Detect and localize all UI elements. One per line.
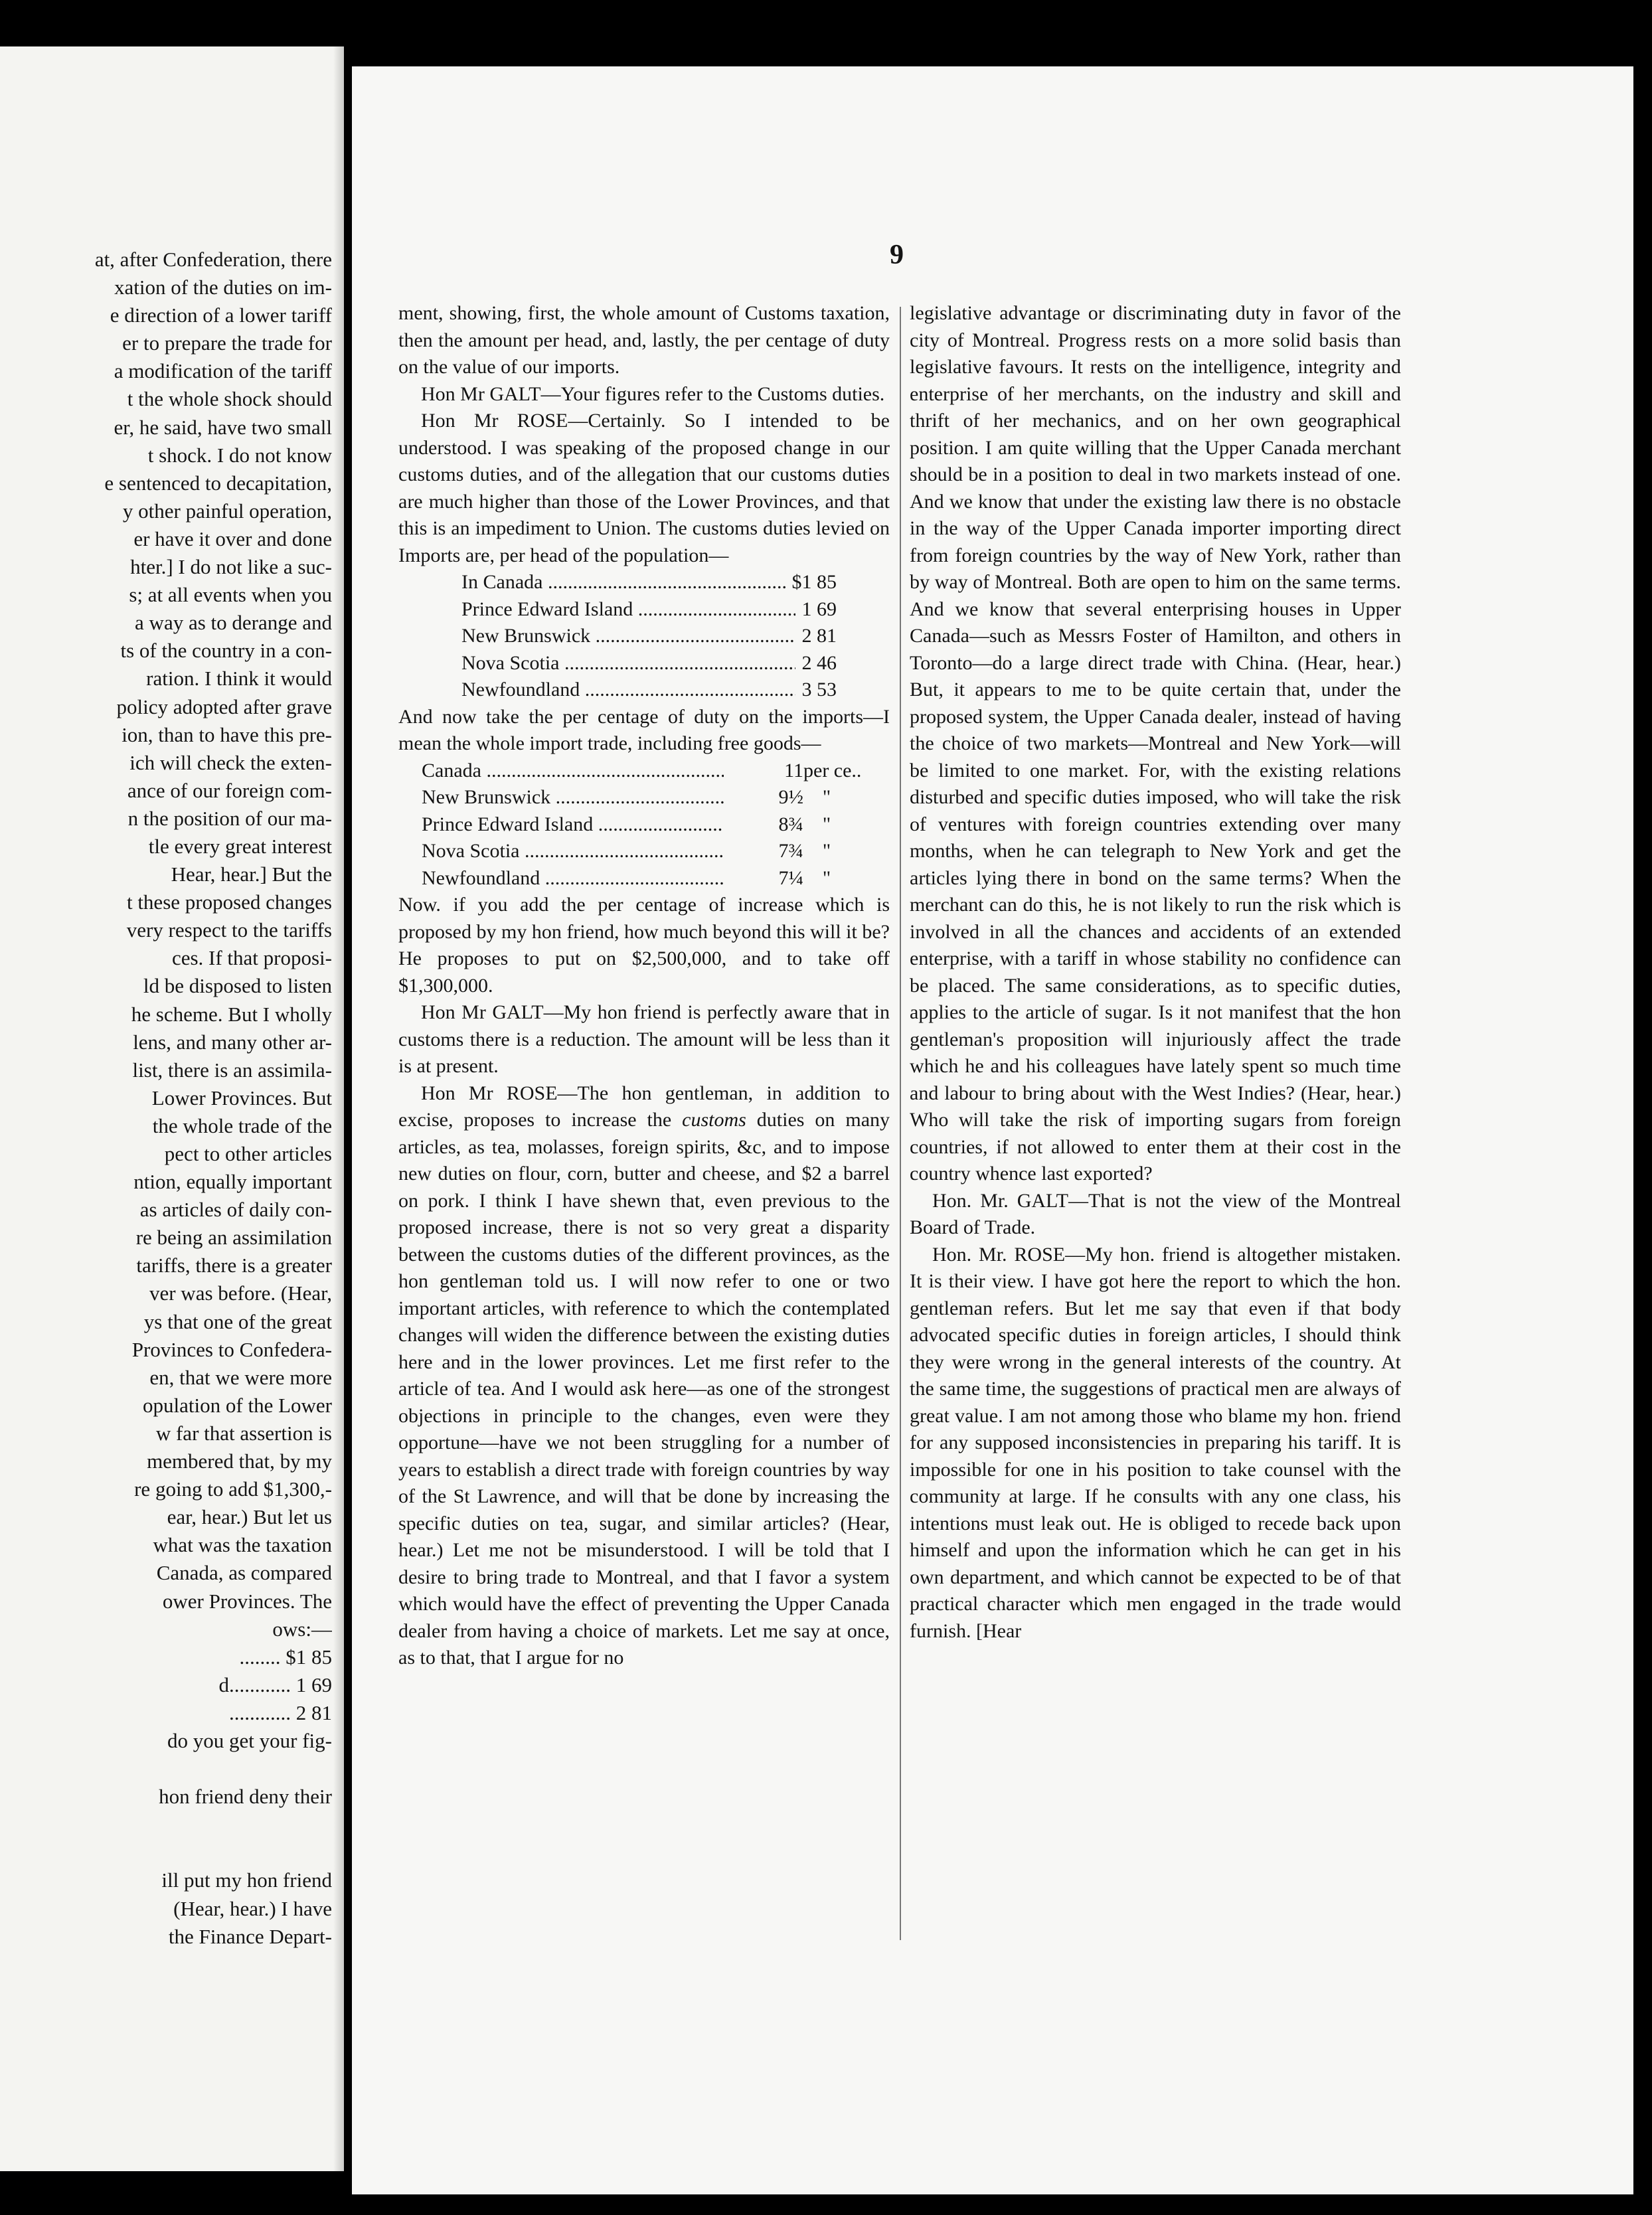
left-page-line: d............ 1 69 [218, 1673, 332, 1696]
left-page-line: ration. I think it would [146, 667, 332, 691]
left-page-line: ich will check the exten- [129, 750, 332, 774]
province-name: Prince Edward Island ..... [422, 811, 724, 839]
duty-value: $1 85 [791, 571, 837, 593]
paragraph: And now take the per centage of duty on the imports—I mean the whole import trade, including free goods— [398, 705, 890, 754]
province-name: In Canada ..... [461, 569, 785, 596]
left-page-line: e direction of a lower tariff [110, 303, 332, 327]
text-column-1 [398, 300, 890, 1672]
duties-per-head-table [398, 569, 890, 704]
percentage-value: 8¾ [778, 813, 803, 835]
table-row [461, 677, 837, 704]
italic-text: customs [682, 1109, 746, 1131]
paragraph-text: duties on many articles, as tea, molasses, foreign spirits, &c, and to impose new duties on flour, corn, butter and cheese, and $2 a barrel on pork. I think I have shewn that, even previous to the proposed increase, there is not so very great a disparity between the customs duties of the different provinces, as the hon gentleman told us. I will now refer to one or two important articles, with reference to which the contemplated changes will widen the difference between the existing duties here and in the lower provinces. Let me first refer to the article of tea. And I would ask here—as one of the strongest objections in principle to the changes, even were they opportune—have we not been struggling for a number of years to establish a direct trade with foreign countries by way of the St Lawrence, and will that be done by increasing the specific duties on tea, sugar, and similar articles? (Hear, hear.) Let me not be misunderstood. I will be told that I desire to bring trade to Montreal, and that I favor a system which would have the effect of preventing the Upper Canada dealer from having a choice of markets. Let me say at once, as to that, that I argue for no [398, 1109, 890, 1669]
left-page-line: do you get your fig- [167, 1728, 332, 1752]
percentage-value: 7¾ [778, 840, 803, 862]
table-row [422, 758, 862, 785]
left-page-line: ion, than to have this pre- [122, 722, 332, 746]
table-row [461, 623, 837, 650]
text-column-2 [910, 300, 1401, 1645]
left-page-line: re being an assimilation [135, 1226, 332, 1250]
left-page-line: ows:— [272, 1617, 332, 1641]
province-name: Newfoundland ..... [422, 865, 724, 892]
left-page-line: opulation of the Lower [143, 1393, 332, 1417]
left-page-line: ys that one of the great [143, 1309, 332, 1333]
left-page-line: ver was before. (Hear, [149, 1281, 332, 1305]
left-page-line: ces. If that proposi- [171, 946, 332, 970]
page-number: 9 [890, 240, 904, 270]
province-name: Newfoundland ..... [461, 677, 795, 704]
left-page-line: the Finance Depart- [168, 1924, 332, 1948]
left-page-line: ear, hear.) But let us [167, 1505, 332, 1529]
left-page-line: ts of the country in a con- [120, 639, 332, 663]
percentage-value: 7¼ [778, 866, 803, 889]
left-page-line: re going to add $1,300,- [134, 1477, 332, 1501]
paragraph: legislative advantage or discriminating duty in favor of the city of Montreal. Progress rests on a more solid basis than legislative favours. It rests on the intelligence, integrity and enterprise of her merchants, on the industry and skill and thrift of her mechanics, and on her own geographical position. I am quite willing that the Upper Canada merchant should be in a position to deal in two markets instead of one. And we know that under the existing law there is no obstacle in the way of the Upper Canada importer importing direct from foreign countries by the way of New York, rather than by way of Montreal. Both are open to him on the same terms. And we know that several enterprising houses in Upper Canada—such as Messrs Foster of Hamilton, and others in Toronto—do a large direct trade with China. (Hear, hear.) But, it appears to me to be quite certain that, under the proposed system, the Upper Canada dealer, instead of having the choice of two markets—Montreal and New York—will be limited to one market. For, with the existing relations disturbed and specific duties imposed, who will take the risk of ventures with foreign countries extending over many months, when he can telegraph to New York and get the articles lying there in bond on the same terms? When the merchant can do this, he is not likely to run the risk which is involved in all the chances and accidents of an extended enterprise, with a tariff in whose stability no confidence can be placed. The same considerations, as to specific duties, applies to the article of sugar. Is it not manifest that the hon gentleman's proposition will injuriously affect the trade which he and his colleagues have lately spent so much time and labour to bring about with the West Indies? (Hear, hear.) Who will take the risk of importing sugars from foreign countries, if not allowed to enter them at their cost in the country whence last exported? [910, 302, 1401, 1185]
left-page-line: t these proposed changes [126, 890, 332, 914]
book-gutter [333, 46, 344, 2171]
paragraph-text: Hon Mr ROSE—The hon gentleman, in addition to excise, proposes to increase the [398, 1082, 890, 1131]
left-page-line: s; at all events when you [129, 583, 332, 607]
paragraph [398, 1080, 890, 1672]
province-name: Nova Scotia ..... [461, 650, 795, 677]
percentage-unit: " [822, 813, 831, 835]
table-row [422, 865, 850, 892]
left-page-line: policy adopted after grave [116, 695, 332, 718]
left-page-line [0, 1839, 332, 1866]
left-page-line: at, after Confederation, there [94, 248, 332, 271]
left-page-line: Provinces to Confedera- [131, 1337, 332, 1361]
left-page-line: (Hear, hear.) I have [173, 1896, 332, 1920]
left-page-line: as articles of daily con- [139, 1198, 332, 1222]
table-row [461, 596, 837, 623]
left-page-line [0, 1811, 332, 1839]
table-row [461, 650, 837, 677]
left-page-line: pect to other articles [164, 1142, 332, 1165]
province-name: Nova Scotia ..... [422, 838, 724, 865]
column-rule [900, 307, 901, 1940]
duty-value: 1 69 [801, 598, 837, 620]
left-page-line: a modification of the tariff [114, 359, 332, 383]
percentage-value: 9½ [778, 786, 803, 808]
left-page-line: xation of the duties on im- [114, 276, 332, 299]
province-name: Prince Edward Island ..... [461, 596, 795, 623]
left-page-line: list, there is an assimila- [132, 1058, 332, 1082]
left-page-line: Canada, as compared [156, 1561, 332, 1585]
left-page-line: lens, and many other ar- [133, 1030, 332, 1054]
province-name: Canada ..... [422, 758, 724, 785]
paragraph: Now. if you add the per centage of increase which is proposed by my hon friend, how much beyond this will it be? He proposes to put on $2,500,000, and to take off $1,300,000. [398, 894, 890, 997]
left-page-line: tariffs, there is a greater [136, 1254, 332, 1277]
province-name: New Brunswick ..... [422, 784, 724, 811]
left-page-line: n the position of our ma- [127, 806, 332, 830]
percentage-unit: " [822, 866, 831, 889]
left-page-line: y other painful operation, [122, 499, 332, 523]
left-page-line: Lower Provinces. But [151, 1086, 332, 1109]
province-name: New Brunswick ..... [461, 623, 795, 650]
left-page-line: very respect to the tariffs [126, 918, 332, 942]
duty-percentage-table [398, 758, 890, 892]
left-page-line: ........ $1 85 [239, 1645, 332, 1669]
left-page-line: the whole trade of the [152, 1113, 332, 1137]
left-page-line: t the whole shock should [127, 387, 332, 411]
paragraph: ment, showing, first, the whole amount of Customs taxation, then the amount per head, and, lastly, the per centage of duty on the value of our imports. [398, 302, 890, 378]
paragraph: Hon. Mr. ROSE—My hon. friend is altogether mistaken. It is their view. I have got here the report to which the hon. gentleman refers. But let me say that even if that body advocated specific duties in foreign articles, I should think they were wrong in the general interests of the country. At the same time, the suggestions of practical men are always of great value. I am not among those who blame my hon. friend for any supposed inconsistencies in preparing his tariff. It is impossible for one in his position to take counsel with the community at large. If he consults with any one class, his intentions must leak out. He is obliged to recede back upon himself and upon the information which he can get in his own department, and which cannot be expected to be of that practical character which men engaged in the trade would furnish. [Hear [910, 1243, 1401, 1642]
percentage-value: 11 [784, 759, 803, 781]
table-row [422, 811, 850, 839]
left-page-line: er to prepare the trade for [122, 331, 332, 355]
duty-value: 3 53 [801, 679, 837, 700]
left-page-line: ntion, equally important [133, 1170, 332, 1194]
percentage-unit: per ce.. [803, 759, 862, 781]
percentage-unit: " [822, 786, 831, 808]
duty-value: 2 46 [801, 651, 837, 674]
left-page-line: Hear, hear.] But the [171, 862, 332, 886]
left-page-text-column [0, 246, 332, 1951]
left-page-line: hter.] I do not like a suc- [130, 555, 332, 579]
paragraph: Hon Mr GALT—Your figures refer to the Customs duties. [421, 382, 885, 405]
paragraph: Hon. Mr. GALT—That is not the view of the Montreal Board of Trade. [910, 1189, 1401, 1238]
left-page-line: ld be disposed to listen [143, 974, 332, 998]
duty-value: 2 81 [801, 625, 837, 647]
left-page-line: ill put my hon friend [161, 1868, 332, 1892]
left-page-line: hon friend deny their [159, 1785, 332, 1809]
table-row [422, 784, 850, 811]
left-page-line: what was the taxation [153, 1533, 332, 1557]
percentage-unit: " [822, 840, 831, 862]
left-page-line: a way as to derange and [135, 611, 332, 635]
left-page-line: he scheme. But I wholly [131, 1002, 332, 1026]
left-page-line: tle every great interest [148, 834, 332, 858]
paragraph: Hon Mr GALT—My hon friend is perfectly aware that in customs there is a reduction. The amount will be less than it is at present. [398, 1001, 890, 1077]
left-facing-page [0, 46, 344, 2171]
left-page-line: en, that we were more [149, 1365, 332, 1389]
left-page-line: w far that assertion is [155, 1421, 332, 1445]
table-row [461, 569, 837, 596]
left-page-line: ............ 2 81 [229, 1700, 332, 1724]
left-page-line: er, he said, have two small [114, 415, 332, 439]
paragraph: Hon Mr ROSE—Certainly. So I intended to be understood. I was speaking of the proposed change in our customs duties, and of the allegation that our customs duties are much higher than those of the Lower Provinces, and that this is an impediment to Union. The customs duties levied on Imports are, per head of the population— [398, 410, 890, 566]
left-page-line: ance of our foreign com- [127, 778, 332, 802]
left-page-line: membered that, by my [147, 1449, 332, 1473]
left-page-line: e sentenced to decapitation, [104, 471, 332, 495]
left-page-line: er have it over and done [133, 527, 332, 550]
left-page-line [0, 1755, 332, 1783]
table-row [422, 838, 850, 865]
left-page-line: ower Provinces. The [162, 1589, 332, 1613]
left-page-line: t shock. I do not know [147, 443, 332, 467]
